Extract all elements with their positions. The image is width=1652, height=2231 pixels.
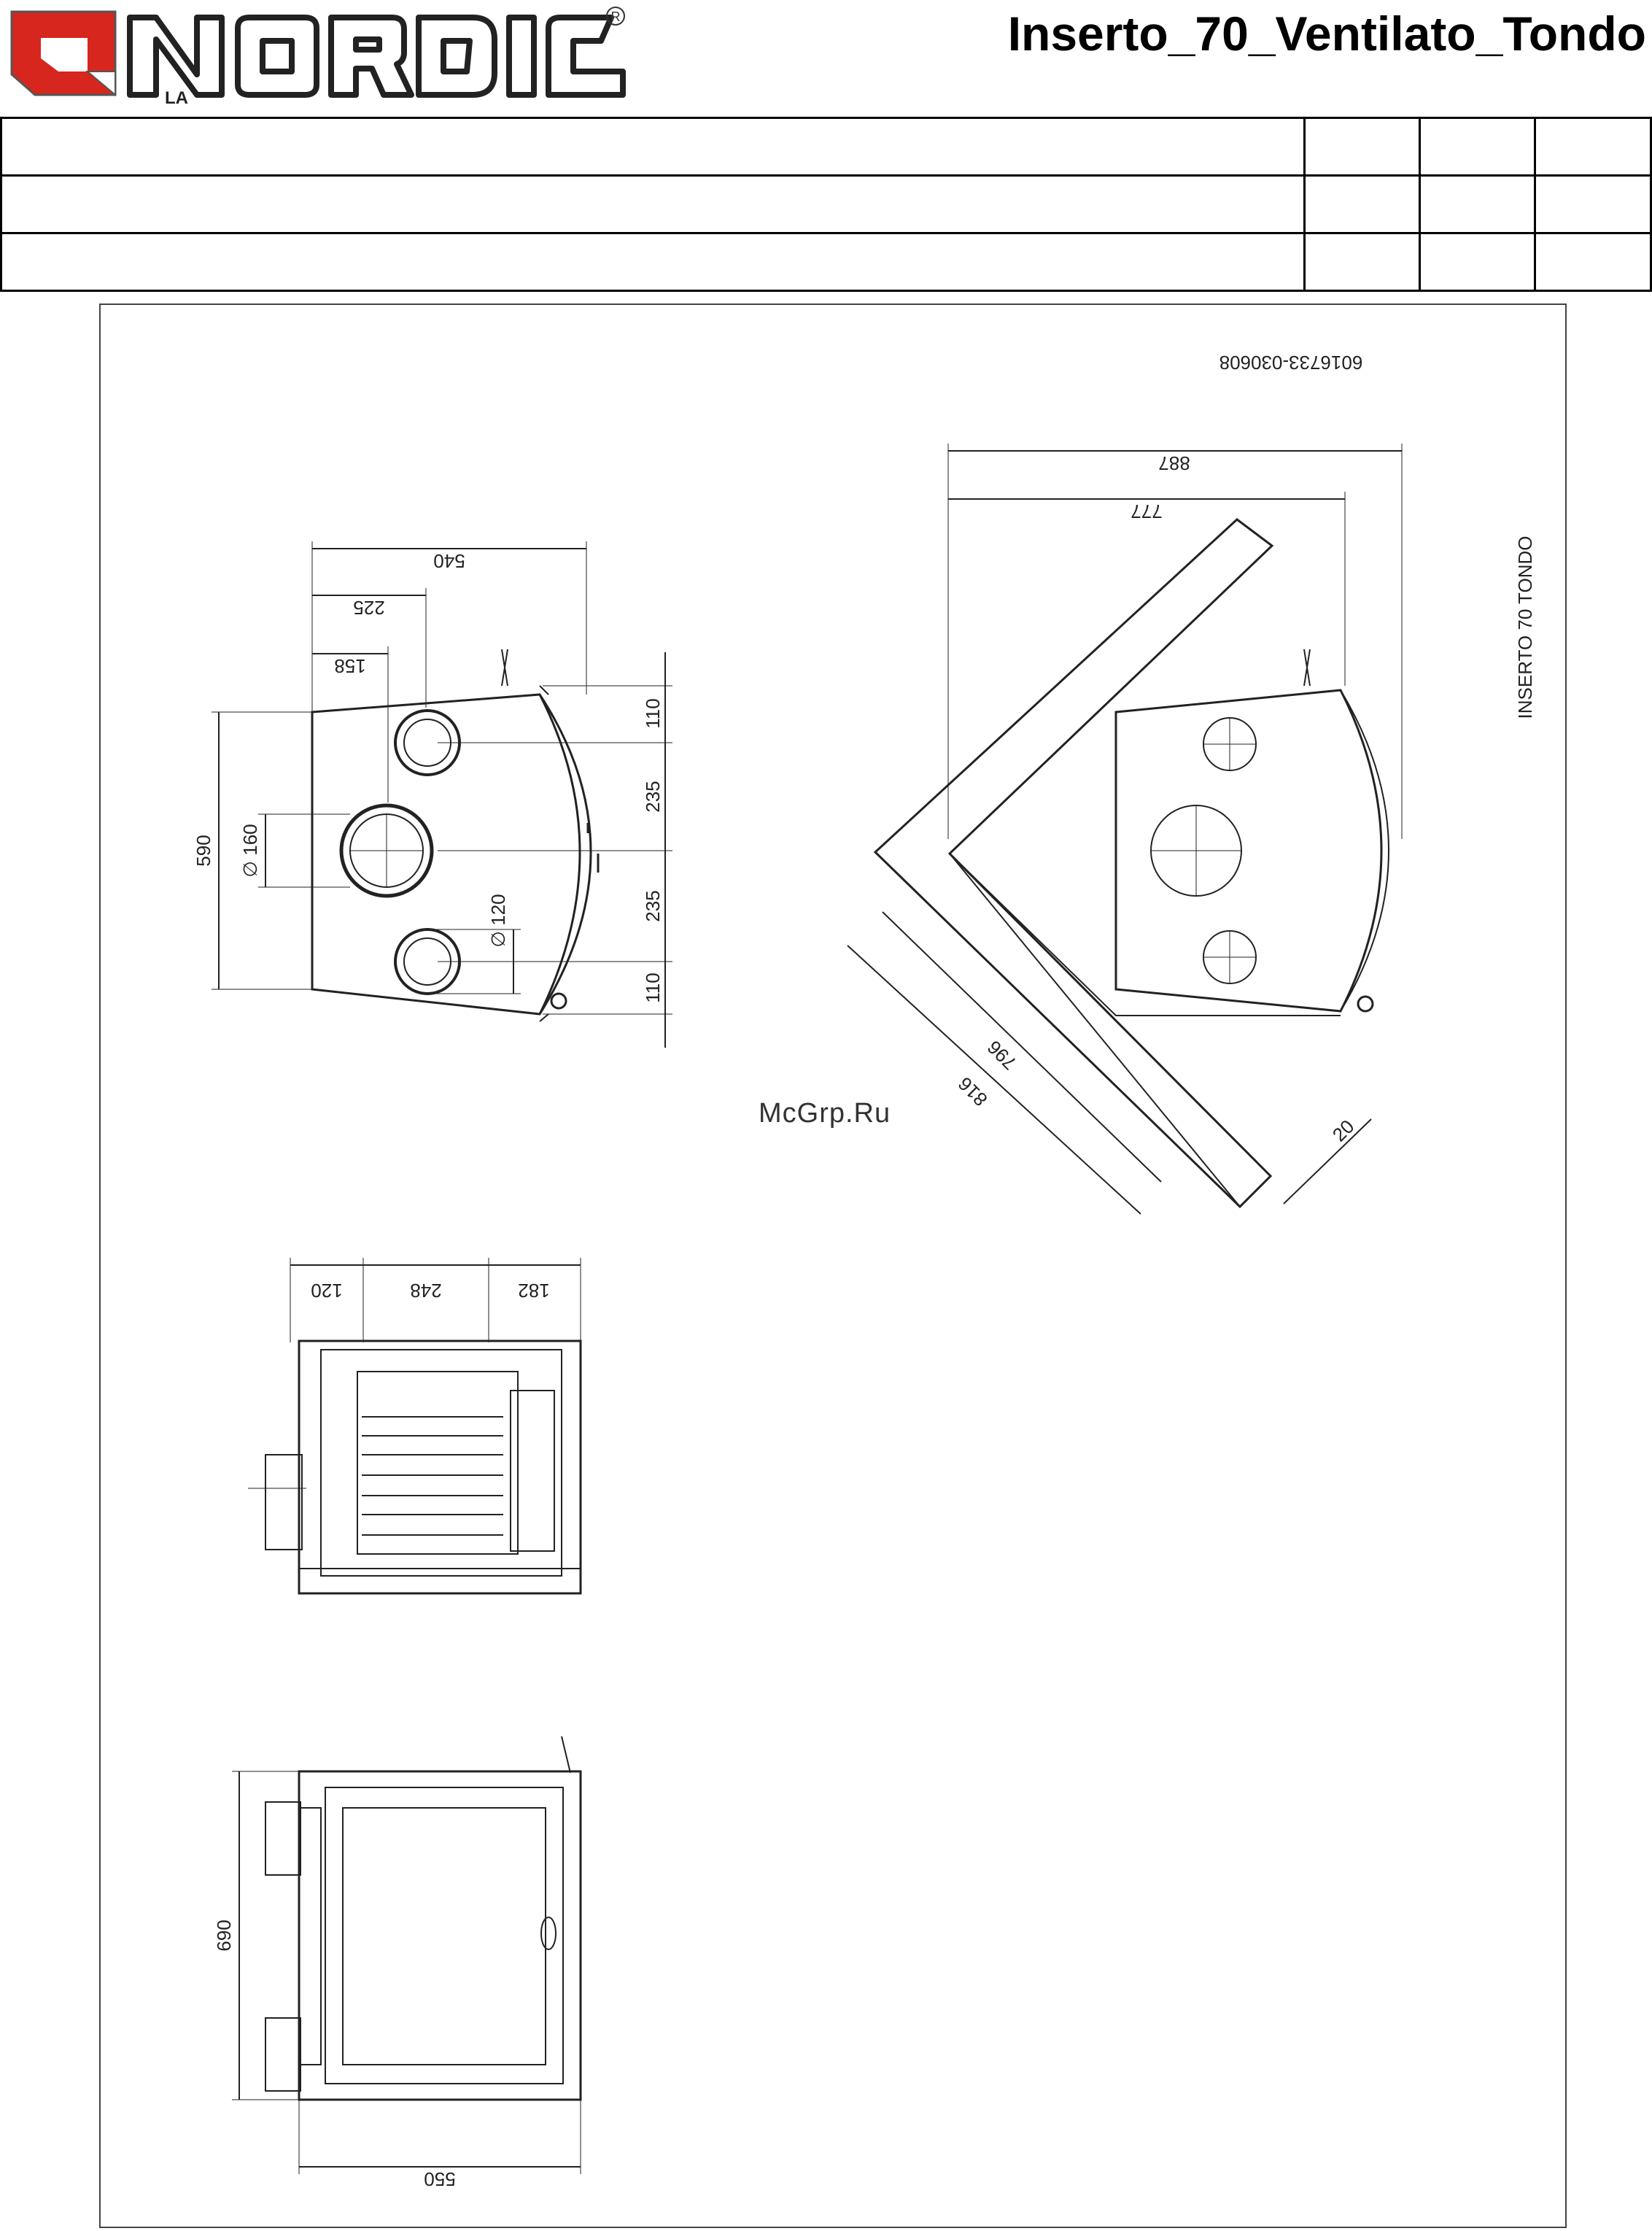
dim-seg-c: 182 bbox=[518, 1280, 550, 1302]
dim-seg-b: 248 bbox=[410, 1280, 442, 1302]
drawing-code: 6016733-030608 bbox=[1219, 352, 1363, 374]
svg-text:R: R bbox=[610, 9, 621, 24]
model-label: INSERTO 70 TONDO bbox=[1514, 535, 1536, 719]
dim-seg-a: 120 bbox=[311, 1280, 343, 1302]
dim-width-total: 540 bbox=[433, 550, 465, 572]
dim-height-total: 590 bbox=[193, 835, 214, 867]
dim-gap: 20 bbox=[1327, 1115, 1359, 1146]
dim-diameter-large: ∅ 160 bbox=[239, 824, 261, 878]
dim-spacing-lower: 235 bbox=[642, 890, 664, 922]
brand-name-small: LA bbox=[165, 88, 188, 108]
dim-spacing-upper: 235 bbox=[642, 781, 664, 813]
corner-view bbox=[848, 444, 1402, 1214]
dim-spacing-bottom: 110 bbox=[642, 973, 664, 1003]
dim-front-height: 690 bbox=[213, 1919, 235, 1952]
watermark: McGrp.Ru bbox=[759, 1098, 891, 1129]
document-title: Inserto_70_Ventilato_Tondo bbox=[1007, 7, 1646, 61]
side-view bbox=[248, 1258, 581, 1593]
dim-spacing-top: 110 bbox=[642, 698, 664, 729]
front-view bbox=[213, 1736, 581, 2190]
top-view bbox=[193, 541, 672, 1048]
dim-diag-outer: 816 bbox=[953, 1072, 992, 1111]
dim-offset-b: 158 bbox=[334, 655, 366, 677]
dim-offset-a: 225 bbox=[353, 597, 385, 619]
dim-inner-width: 777 bbox=[1131, 500, 1163, 522]
dim-diameter-small: ∅ 120 bbox=[487, 894, 509, 948]
dim-outer-width: 887 bbox=[1158, 452, 1190, 474]
dim-diag-inner: 796 bbox=[982, 1036, 1021, 1075]
dim-front-width: 550 bbox=[424, 2168, 456, 2190]
